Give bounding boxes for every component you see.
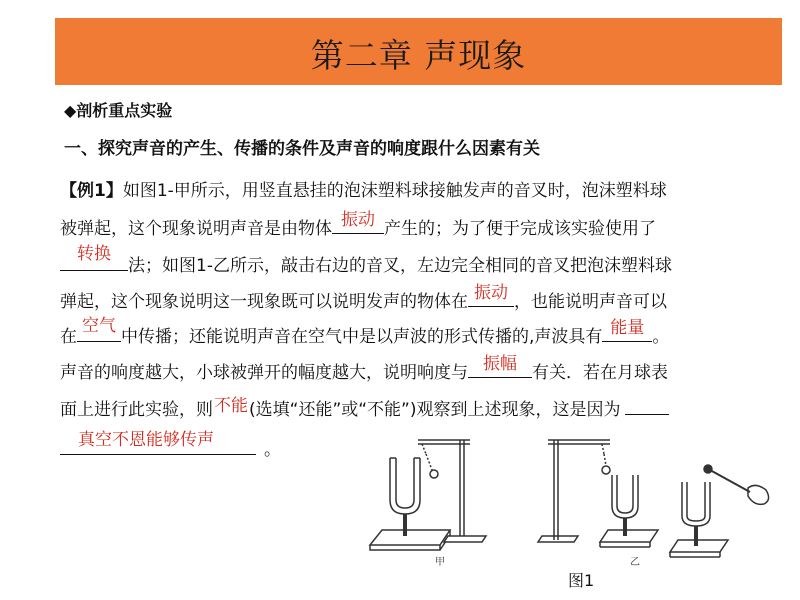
text-line-6: 声音的响度越大，小球被弹开的幅度越大，说明响度与 振幅 有关．若在月球表 xyxy=(60,358,668,383)
answer-blank-6 xyxy=(468,354,532,378)
page-title: 第二章 声现象 xyxy=(310,36,527,75)
answer-blank-2 xyxy=(60,244,128,271)
figure-caption: 图1 xyxy=(568,571,595,590)
answer-blank-4 xyxy=(77,316,121,342)
text-line-7: 面上进行此实验，则 不能 (选填“还能”或“不能”)观察到上述现象，这是因为 xyxy=(60,395,669,420)
text-line-2: 被弹起，这个现象说明声音是由物体 振动 产生的；为了便于完成该实验使用了 xyxy=(60,214,656,239)
answer-4: 空气 xyxy=(82,316,116,336)
text-line-4: 弹起，这个现象说明这一现象既可以说明发声的物体在 振动 ，也能说明声音可以 xyxy=(60,287,667,312)
text-line-3: 转换 法；如图1-乙所示，敲击右边的音叉，左边完全相同的音叉把泡沫塑料球 xyxy=(60,251,672,276)
text-line-5: 在 空气 中传播；还能说明声音在空气中是以声波的形式传播的,声波具有 能量 。 xyxy=(60,322,669,347)
answer-blank-5 xyxy=(602,318,652,342)
answer-blank-1 xyxy=(332,210,384,234)
example-tag: 【例1】 xyxy=(60,181,123,201)
text-line-8: 真空不恩能够传声 。 xyxy=(60,432,281,460)
title-banner xyxy=(55,18,782,85)
answer-blank-8 xyxy=(60,432,256,455)
figure-1-diagram xyxy=(360,430,780,570)
answer-2: 转换 xyxy=(77,244,111,264)
apparatus-jia xyxy=(370,440,486,550)
answer-1: 振动 xyxy=(341,210,375,230)
answer-blank-3 xyxy=(468,283,514,307)
figure-label-yi: 乙 xyxy=(630,557,640,568)
section-heading: ◆剖析重点实验 xyxy=(64,101,173,120)
text-line-1: 【例1】如图1-甲所示，用竖直悬挂的泡沫塑料球接触发声的音叉时，泡沫塑料球 xyxy=(60,181,667,201)
figure-label-jia: 甲 xyxy=(435,557,445,568)
answer-7: 不能 xyxy=(214,396,248,416)
answer-8: 真空不恩能够传声 xyxy=(78,430,214,450)
experiment-subtitle: 一、探究声音的产生、传播的条件及声音的响度跟什么因素有关 xyxy=(64,139,540,159)
apparatus-yi xyxy=(538,440,769,557)
answer-blank-7 xyxy=(213,398,249,415)
answer-blank-8-start xyxy=(625,397,669,415)
answer-3: 振动 xyxy=(474,283,508,303)
answer-5: 能量 xyxy=(610,318,645,338)
answer-6: 振幅 xyxy=(483,354,517,374)
